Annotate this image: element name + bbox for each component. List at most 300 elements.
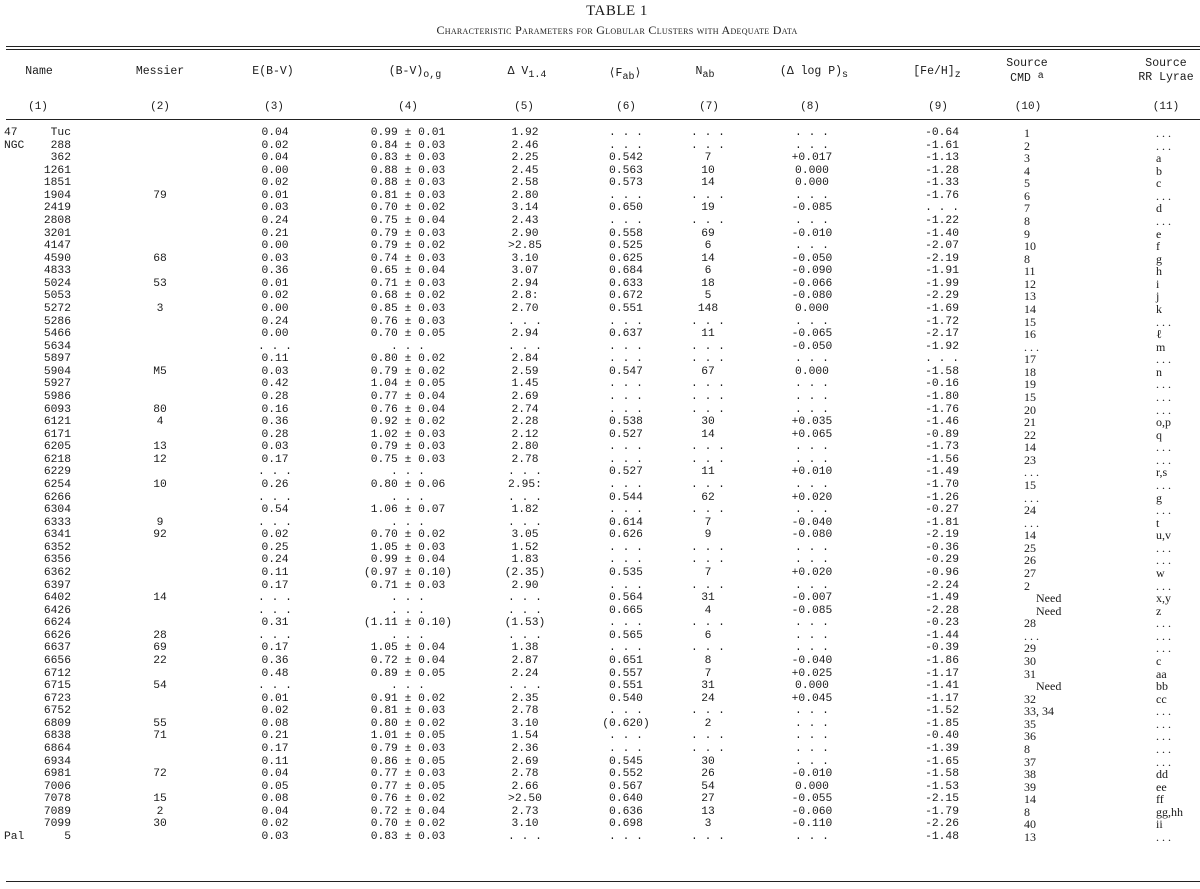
intrinsic-color: . . . xyxy=(391,604,425,617)
source-rr-lyrae: . . . xyxy=(1156,377,1171,392)
metallicity: -2.19 xyxy=(925,252,959,265)
intrinsic-color: . . . xyxy=(391,592,425,605)
source-rr-lyrae: dd xyxy=(1156,767,1168,782)
delta-logp: . . . xyxy=(795,403,829,416)
cluster-name: 1851 xyxy=(43,177,71,190)
intrinsic-color: 0.74 ± 0.03 xyxy=(370,252,446,265)
cluster-name: 6838 xyxy=(43,730,71,743)
source-cmd: 3 xyxy=(1024,151,1030,166)
source-rr-lyrae: q xyxy=(1156,427,1162,442)
nab-count: . . . xyxy=(691,315,725,328)
source-rr-lyrae: g xyxy=(1156,490,1162,505)
source-rr-lyrae: k xyxy=(1156,301,1162,316)
metallicity: -1.73 xyxy=(925,441,959,454)
intrinsic-color: 0.79 ± 0.03 xyxy=(370,227,446,240)
source-rr-lyrae: . . . xyxy=(1156,440,1171,455)
source-rr-lyrae: . . . xyxy=(1156,138,1171,153)
header-delta-logp: (Δ $\log P)_s$ xyxy=(779,65,849,81)
colnum-6: (6) xyxy=(616,101,636,113)
delta-logp: . . . xyxy=(795,441,829,454)
source-rr-lyrae: t xyxy=(1156,515,1160,530)
cluster-name: 2419 xyxy=(43,202,71,215)
nab-count: 26 xyxy=(701,768,715,781)
cluster-name: 5904 xyxy=(43,365,71,378)
source-cmd: 20 xyxy=(1024,402,1036,417)
reddening-ebv: 0.24 xyxy=(261,315,289,328)
reddening-ebv: 0.02 xyxy=(261,529,289,542)
source-cmd: 22 xyxy=(1024,427,1036,442)
nab-count: . . . xyxy=(691,189,725,202)
fab-mean: . . . xyxy=(609,139,643,152)
intrinsic-color: 0.79 ± 0.02 xyxy=(370,240,446,253)
delta-v: 2.90 xyxy=(511,227,539,240)
intrinsic-color: 1.06 ± 0.07 xyxy=(370,504,446,517)
messier-number: 92 xyxy=(153,529,167,542)
fab-mean: . . . xyxy=(609,642,643,655)
messier-number: 2 xyxy=(156,805,164,818)
intrinsic-color: 0.99 ± 0.04 xyxy=(370,554,446,567)
source-rr-lyrae: cc xyxy=(1156,691,1167,706)
fab-mean: 0.614 xyxy=(609,516,643,529)
source-cmd: 37 xyxy=(1024,754,1036,769)
source-rr-lyrae: . . . xyxy=(1156,540,1171,555)
source-rr-lyrae: . . . xyxy=(1156,126,1171,140)
delta-logp: +0.035 xyxy=(791,416,833,429)
reddening-ebv: 0.03 xyxy=(261,252,289,265)
metallicity: -1.33 xyxy=(925,177,959,190)
metallicity: -1.92 xyxy=(925,340,959,353)
source-rr-lyrae: . . . xyxy=(1156,641,1171,656)
source-cmd: 21 xyxy=(1024,415,1036,430)
delta-logp: . . . xyxy=(795,579,829,592)
source-rr-lyrae: h xyxy=(1156,264,1162,279)
intrinsic-color: 0.72 ± 0.04 xyxy=(370,654,446,667)
source-cmd: 25 xyxy=(1024,540,1036,555)
source-rr-lyrae: c xyxy=(1156,176,1162,191)
messier-number: 80 xyxy=(153,403,167,416)
colnum-9: (9) xyxy=(928,101,948,113)
intrinsic-color: 0.91 ± 0.02 xyxy=(370,692,446,705)
metallicity: -1.86 xyxy=(925,654,959,667)
reddening-ebv: 0.03 xyxy=(261,441,289,454)
delta-v: 2.95: xyxy=(508,478,542,491)
delta-logp: -0.010 xyxy=(791,227,833,240)
fab-mean: . . . xyxy=(609,390,643,403)
intrinsic-color: 0.71 ± 0.03 xyxy=(370,277,446,290)
cluster-name: 7006 xyxy=(43,780,71,793)
source-cmd: 33, 34 xyxy=(1024,704,1054,719)
bottom-rule xyxy=(6,881,1200,882)
reddening-ebv: 0.24 xyxy=(261,554,289,567)
reddening-ebv: 0.21 xyxy=(261,730,289,743)
nab-count: . . . xyxy=(691,617,725,630)
source-cmd: 26 xyxy=(1024,553,1036,568)
delta-logp: . . . xyxy=(795,378,829,391)
cluster-name: 6205 xyxy=(43,441,71,454)
delta-v: 2.58 xyxy=(511,177,539,190)
source-rr-lyrae: . . . xyxy=(1156,716,1171,731)
delta-v: 3.07 xyxy=(511,265,539,278)
cluster-name: 6121 xyxy=(43,416,71,429)
source-cmd: 12 xyxy=(1024,276,1036,291)
nab-count: . . . xyxy=(691,403,725,416)
cluster-name: 4147 xyxy=(43,240,71,253)
fab-mean: 0.538 xyxy=(609,416,643,429)
delta-logp: 0.000 xyxy=(795,680,829,693)
intrinsic-color: 0.70 ± 0.05 xyxy=(370,328,446,341)
intrinsic-color: 0.88 ± 0.03 xyxy=(370,164,446,177)
metallicity: -1.44 xyxy=(925,629,959,642)
fab-mean: 0.626 xyxy=(609,529,643,542)
delta-logp: . . . xyxy=(795,830,829,843)
fab-mean: . . . xyxy=(609,340,643,353)
source-cmd: 4 xyxy=(1024,163,1030,178)
delta-logp: -0.090 xyxy=(791,265,833,278)
messier-number: 30 xyxy=(153,818,167,831)
nab-count: 4 xyxy=(704,604,712,617)
cluster-name: 7099 xyxy=(43,818,71,831)
intrinsic-color: 0.77 ± 0.04 xyxy=(370,390,446,403)
delta-v: . . . xyxy=(508,516,542,529)
delta-v: 2.80 xyxy=(511,441,539,454)
reddening-ebv: 0.48 xyxy=(261,667,289,680)
cluster-name: 6266 xyxy=(43,491,71,504)
metallicity: -1.39 xyxy=(925,742,959,755)
fab-mean: . . . xyxy=(609,403,643,416)
nab-count: . . . xyxy=(691,742,725,755)
delta-v: 3.14 xyxy=(511,202,539,215)
nab-count: . . . xyxy=(691,730,725,743)
source-cmd: 5 xyxy=(1024,176,1030,191)
header-source-cmd-line1: Source xyxy=(1006,57,1048,70)
delta-v: . . . xyxy=(508,592,542,605)
reddening-ebv: 0.04 xyxy=(261,805,289,818)
nab-count: . . . xyxy=(691,541,725,554)
delta-logp: . . . xyxy=(795,742,829,755)
source-cmd: Need xyxy=(1036,679,1062,694)
source-cmd: 38 xyxy=(1024,767,1036,782)
delta-logp: -0.050 xyxy=(791,252,833,265)
cluster-name: 4590 xyxy=(43,252,71,265)
source-rr-lyrae: g xyxy=(1156,251,1162,266)
metallicity: -0.27 xyxy=(925,504,959,517)
nab-count: 14 xyxy=(701,252,715,265)
delta-v: 1.38 xyxy=(511,642,539,655)
nab-count: 7 xyxy=(704,516,712,529)
nab-count: 11 xyxy=(701,466,715,479)
nab-count: . . . xyxy=(691,554,725,567)
messier-number: 53 xyxy=(153,277,167,290)
cluster-name: 6934 xyxy=(43,755,71,768)
source-rr-lyrae: ℓ xyxy=(1156,327,1162,342)
fab-mean: 0.564 xyxy=(609,592,643,605)
metallicity: -1.46 xyxy=(925,416,959,429)
header-fab: $⟨F_{ab}⟩$ xyxy=(608,67,642,83)
source-rr-lyrae: z xyxy=(1156,603,1162,618)
colnum-8: (8) xyxy=(800,101,820,113)
source-cmd: 8 xyxy=(1024,251,1030,266)
fab-mean: 0.545 xyxy=(609,755,643,768)
cluster-name: 4833 xyxy=(43,265,71,278)
source-cmd: 8 xyxy=(1024,804,1030,819)
header-bv: $(B-V)_{o,g}$ xyxy=(388,65,442,81)
reddening-ebv: 0.17 xyxy=(261,642,289,655)
cluster-name: 6229 xyxy=(43,466,71,479)
metallicity: -1.41 xyxy=(925,680,959,693)
source-cmd: . . . xyxy=(1024,490,1039,505)
delta-logp: . . . xyxy=(795,353,829,366)
colnum-4: (4) xyxy=(398,101,418,113)
source-rr-lyrae: . . . xyxy=(1156,389,1171,404)
delta-logp: . . . xyxy=(795,478,829,491)
cluster-name: 5 xyxy=(64,830,71,843)
reddening-ebv: 0.36 xyxy=(261,654,289,667)
nab-count: 6 xyxy=(704,265,712,278)
intrinsic-color: 0.65 ± 0.04 xyxy=(370,265,446,278)
metallicity: -0.96 xyxy=(925,566,959,579)
reddening-ebv: 0.17 xyxy=(261,453,289,466)
delta-v: 2.90 xyxy=(511,579,539,592)
metallicity: -1.26 xyxy=(925,491,959,504)
messier-number: 12 xyxy=(153,453,167,466)
intrinsic-color: 0.75 ± 0.03 xyxy=(370,453,446,466)
fab-mean: . . . xyxy=(609,189,643,202)
delta-v: 1.45 xyxy=(511,378,539,391)
metallicity: -0.39 xyxy=(925,642,959,655)
intrinsic-color: 0.81 ± 0.03 xyxy=(370,705,446,718)
source-cmd: 15 xyxy=(1024,314,1036,329)
fab-mean: 0.640 xyxy=(609,793,643,806)
metallicity: -1.48 xyxy=(925,830,959,843)
fab-mean: 0.651 xyxy=(609,654,643,667)
metallicity: -1.81 xyxy=(925,516,959,529)
delta-logp: . . . xyxy=(795,541,829,554)
header-source-cmd-line2: CMD $^a$ xyxy=(1010,71,1044,85)
reddening-ebv: 0.04 xyxy=(261,127,289,139)
cluster-catalog: Pal xyxy=(4,830,25,843)
source-rr-lyrae: u,v xyxy=(1156,528,1171,543)
delta-logp: -0.085 xyxy=(791,202,833,215)
source-rr-lyrae: r,s xyxy=(1156,465,1168,480)
header-delta-v: Δ $V_{1.4}$ xyxy=(507,65,547,81)
source-cmd: 31 xyxy=(1024,666,1036,681)
metallicity: -1.85 xyxy=(925,717,959,730)
metallicity: -1.72 xyxy=(925,315,959,328)
cluster-name: 1261 xyxy=(43,164,71,177)
delta-logp: . . . xyxy=(795,240,829,253)
delta-v: 2.69 xyxy=(511,755,539,768)
delta-logp: -0.040 xyxy=(791,654,833,667)
nab-count: 8 xyxy=(704,654,712,667)
fab-mean: 0.637 xyxy=(609,328,643,341)
intrinsic-color: (1.11 ± 0.10) xyxy=(363,617,453,630)
delta-v: 2.24 xyxy=(511,667,539,680)
delta-v: 2.46 xyxy=(511,139,539,152)
fab-mean: (0.620) xyxy=(602,717,650,730)
intrinsic-color: 0.70 ± 0.02 xyxy=(370,529,446,542)
reddening-ebv: 0.02 xyxy=(261,818,289,831)
delta-v: . . . xyxy=(508,604,542,617)
fab-mean: 0.650 xyxy=(609,202,643,215)
colnum-1: (1) xyxy=(28,101,48,113)
metallicity: -2.19 xyxy=(925,529,959,542)
cluster-name: 7089 xyxy=(43,805,71,818)
source-cmd: 36 xyxy=(1024,729,1036,744)
delta-logp: . . . xyxy=(795,705,829,718)
reddening-ebv: 0.54 xyxy=(261,504,289,517)
intrinsic-color: 1.04 ± 0.05 xyxy=(370,378,446,391)
metallicity: -1.61 xyxy=(925,139,959,152)
delta-v: 3.10 xyxy=(511,818,539,831)
nab-count: . . . xyxy=(691,579,725,592)
delta-logp: +0.025 xyxy=(791,667,833,680)
cluster-name: 362 xyxy=(50,152,71,165)
source-rr-lyrae: x,y xyxy=(1156,591,1171,606)
fab-mean: 0.527 xyxy=(609,428,643,441)
cluster-name: 5466 xyxy=(43,328,71,341)
intrinsic-color: 1.05 ± 0.03 xyxy=(370,541,446,554)
reddening-ebv: 0.00 xyxy=(261,328,289,341)
intrinsic-color: 0.76 ± 0.03 xyxy=(370,315,446,328)
source-cmd: 10 xyxy=(1024,239,1036,254)
source-rr-lyrae: . . . xyxy=(1156,553,1171,568)
source-cmd: 30 xyxy=(1024,653,1036,668)
nab-count: . . . xyxy=(691,353,725,366)
delta-v: . . . xyxy=(508,340,542,353)
delta-v: 2.59 xyxy=(511,365,539,378)
source-cmd: 8 xyxy=(1024,213,1030,228)
nab-count: . . . xyxy=(691,504,725,517)
reddening-ebv: 0.28 xyxy=(261,390,289,403)
fab-mean: 0.625 xyxy=(609,252,643,265)
delta-logp: -0.110 xyxy=(791,818,833,831)
reddening-ebv: 0.02 xyxy=(261,139,289,152)
nab-count: 24 xyxy=(701,692,715,705)
fab-mean: . . . xyxy=(609,353,643,366)
metallicity: -1.17 xyxy=(925,667,959,680)
reddening-ebv: 0.11 xyxy=(261,353,289,366)
nab-count: 69 xyxy=(701,227,715,240)
intrinsic-color: 0.70 ± 0.02 xyxy=(370,202,446,215)
reddening-ebv: . . . xyxy=(258,604,292,617)
source-rr-lyrae: . . . xyxy=(1156,741,1171,756)
delta-v: . . . xyxy=(508,491,542,504)
metallicity: -1.79 xyxy=(925,805,959,818)
source-rr-lyrae: . . . xyxy=(1156,754,1171,769)
metallicity: -0.64 xyxy=(925,127,959,139)
fab-mean: 0.540 xyxy=(609,692,643,705)
nab-count: . . . xyxy=(691,340,725,353)
nab-count: . . . xyxy=(691,453,725,466)
intrinsic-color: 0.80 ± 0.06 xyxy=(370,478,446,491)
delta-logp: . . . xyxy=(795,453,829,466)
intrinsic-color: 0.89 ± 0.05 xyxy=(370,667,446,680)
reddening-ebv: 0.02 xyxy=(261,177,289,190)
intrinsic-color: 0.77 ± 0.05 xyxy=(370,780,446,793)
nab-count: 7 xyxy=(704,667,712,680)
nab-count: . . . xyxy=(691,378,725,391)
cluster-name: 6341 xyxy=(43,529,71,542)
intrinsic-color: 0.71 ± 0.03 xyxy=(370,579,446,592)
nab-count: 6 xyxy=(704,240,712,253)
cluster-name: 6626 xyxy=(43,629,71,642)
fab-mean: . . . xyxy=(609,214,643,227)
metallicity: -0.89 xyxy=(925,428,959,441)
header-rule xyxy=(6,119,1200,120)
metallicity: -1.17 xyxy=(925,692,959,705)
source-rr-lyrae: ii xyxy=(1156,817,1163,832)
cluster-name: Tuc xyxy=(50,127,71,139)
fab-mean: . . . xyxy=(609,579,643,592)
cluster-name: 6356 xyxy=(43,554,71,567)
nab-count: . . . xyxy=(691,705,725,718)
source-cmd: 18 xyxy=(1024,364,1036,379)
fab-mean: 0.665 xyxy=(609,604,643,617)
reddening-ebv: 0.25 xyxy=(261,541,289,554)
source-cmd: 11 xyxy=(1024,264,1036,279)
messier-number: 22 xyxy=(153,654,167,667)
metallicity: -2.29 xyxy=(925,290,959,303)
cluster-name: 6352 xyxy=(43,541,71,554)
header-nab: $N_{ab}$ xyxy=(695,65,715,81)
messier-number: 68 xyxy=(153,252,167,265)
fab-mean: 0.672 xyxy=(609,290,643,303)
nab-count: 10 xyxy=(701,164,715,177)
source-cmd: . . . xyxy=(1024,628,1039,643)
intrinsic-color: . . . xyxy=(391,629,425,642)
metallicity: -0.36 xyxy=(925,541,959,554)
source-cmd: 17 xyxy=(1024,352,1036,367)
metallicity: -1.58 xyxy=(925,365,959,378)
metallicity: -1.70 xyxy=(925,478,959,491)
delta-v: 2.69 xyxy=(511,390,539,403)
reddening-ebv: 0.00 xyxy=(261,302,289,315)
metallicity: -2.15 xyxy=(925,793,959,806)
nab-count: 6 xyxy=(704,629,712,642)
source-cmd: 8 xyxy=(1024,741,1030,756)
cluster-name: 6397 xyxy=(43,579,71,592)
source-cmd: 1 xyxy=(1024,126,1030,140)
delta-v: 2.45 xyxy=(511,164,539,177)
fab-mean: . . . xyxy=(609,478,643,491)
delta-logp: -0.085 xyxy=(791,604,833,617)
source-rr-lyrae: . . . xyxy=(1156,729,1171,744)
delta-logp: -0.080 xyxy=(791,290,833,303)
cluster-name: 6093 xyxy=(43,403,71,416)
cluster-name: 6712 xyxy=(43,667,71,680)
metallicity: -1.49 xyxy=(925,466,959,479)
source-rr-lyrae: o,p xyxy=(1156,415,1171,430)
metallicity: -1.65 xyxy=(925,755,959,768)
delta-logp: 0.000 xyxy=(795,164,829,177)
delta-logp: +0.010 xyxy=(791,466,833,479)
source-rr-lyrae: aa xyxy=(1156,666,1167,681)
fab-mean: . . . xyxy=(609,705,643,718)
reddening-ebv: 0.17 xyxy=(261,579,289,592)
messier-number: 71 xyxy=(153,730,167,743)
metallicity: . . . xyxy=(925,353,959,366)
metallicity: -1.13 xyxy=(925,152,959,165)
cluster-name: 6809 xyxy=(43,717,71,730)
source-rr-lyrae: d xyxy=(1156,201,1162,216)
delta-logp: 0.000 xyxy=(795,302,829,315)
delta-v: 2.87 xyxy=(511,654,539,667)
metallicity: -0.23 xyxy=(925,617,959,630)
metallicity: -1.80 xyxy=(925,390,959,403)
delta-logp: . . . xyxy=(795,629,829,642)
source-rr-lyrae: ee xyxy=(1156,779,1167,794)
cluster-name: 3201 xyxy=(43,227,71,240)
